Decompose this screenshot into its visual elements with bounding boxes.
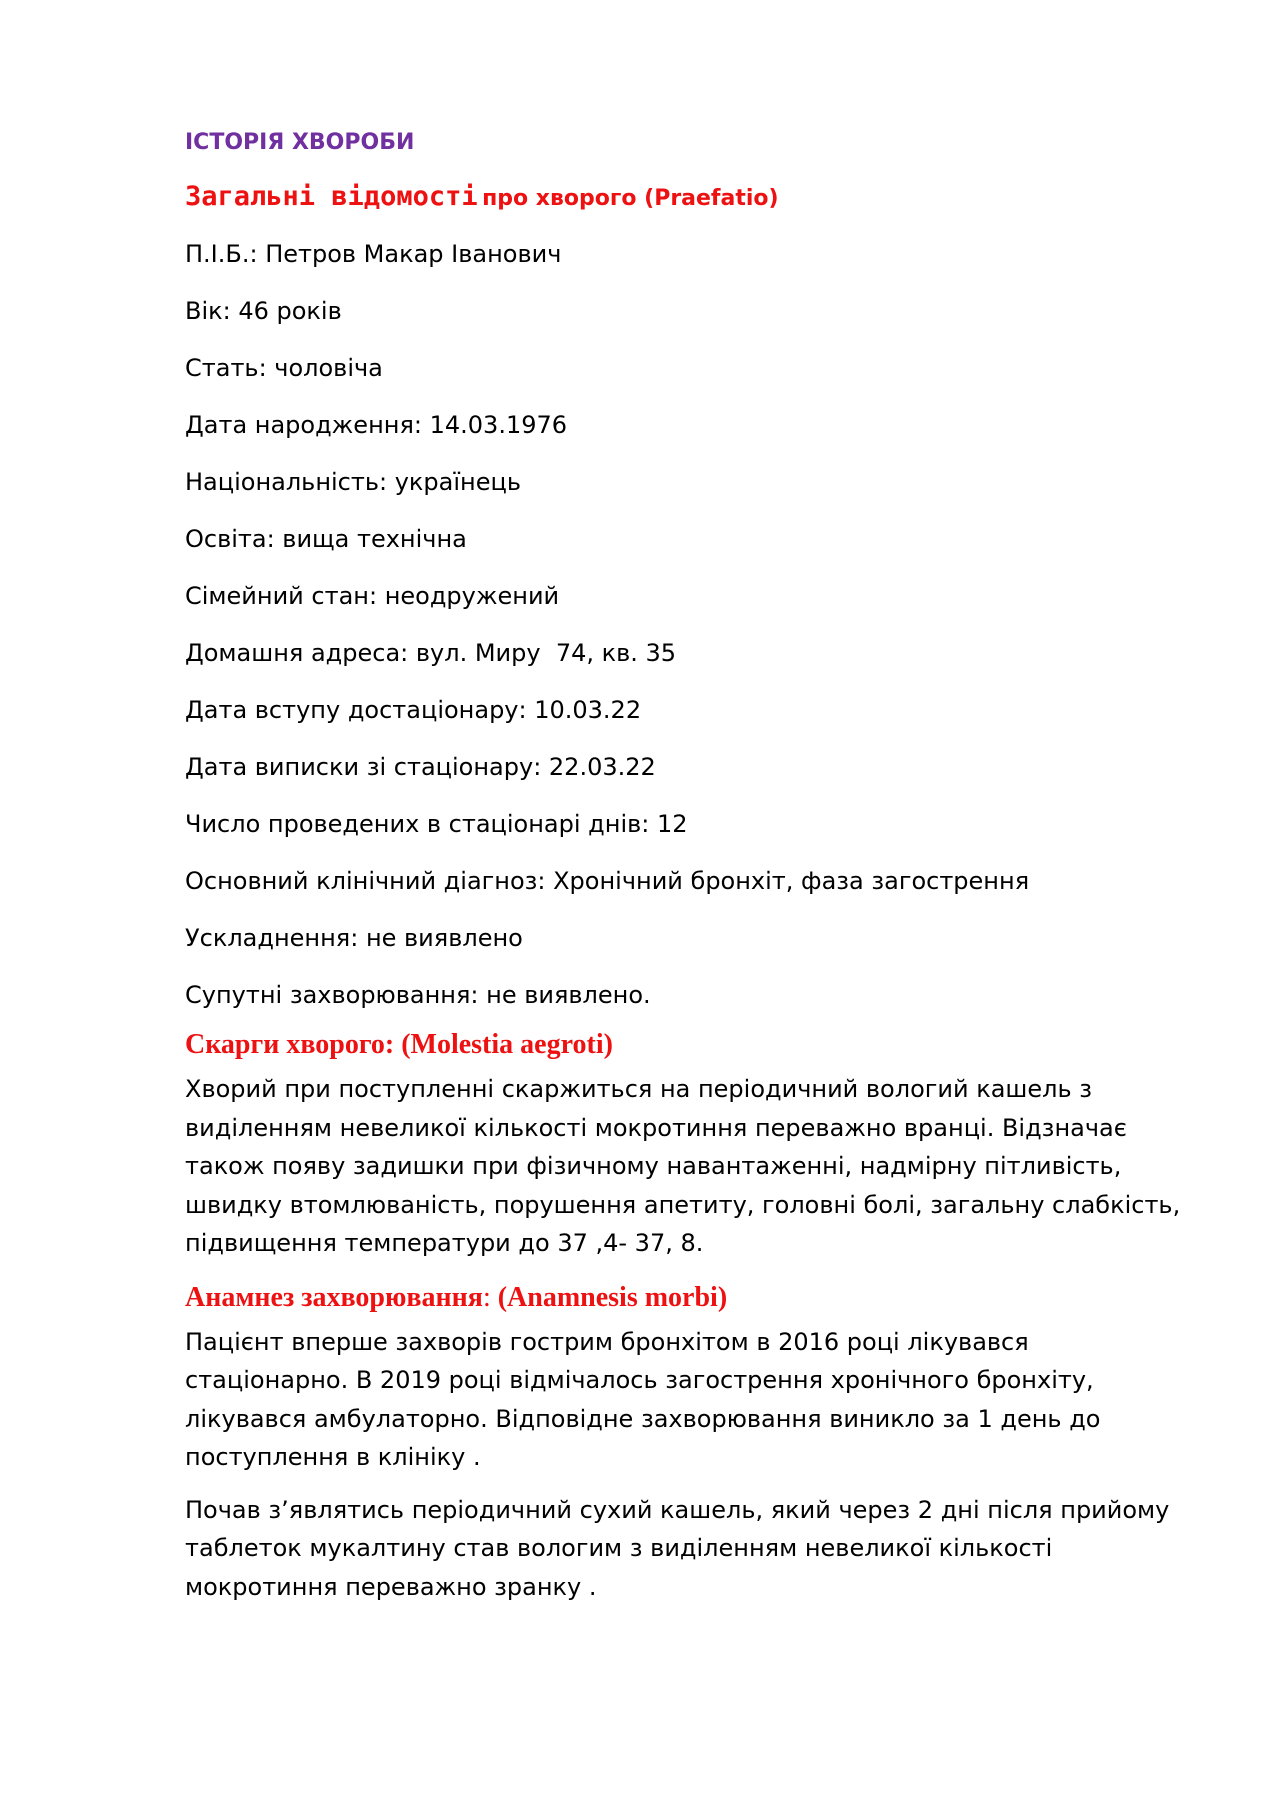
complaints-heading: Скарги хворого: (Molestia aegroti) [185, 1029, 613, 1060]
field-full-name: П.І.Б.: Петров Макар Іванович [185, 240, 562, 268]
complaints-text: Хворий при поступленні скаржиться на періодичний вологий кашель з виділенням невеликої кількості мокротиння переважно вранці. Відзначає також появу задишки при фізичному навантаженні, надмірну пітливість, швидку втомлюваність, порушення апетиту, головні болі, загальну слабкість, підвищення температури до 37 ,4- 37, 8. [185, 1075, 1181, 1257]
field-sex: Стать: чоловіча [185, 354, 383, 382]
field-home-address: Домашня адреса: вул. Миру 74, кв. 35 [185, 639, 677, 667]
anamnesis-heading [185, 1281, 1185, 1315]
field-complications: Ускладнення: не виявлено [185, 924, 523, 952]
general-info-heading-main: Загальні відомості [185, 181, 478, 212]
field-birth-date: Дата народження: 14.03.1976 [185, 411, 568, 439]
field-nationality: Національність: українець [185, 468, 521, 496]
anamnesis-heading-main: Анамнез захворювання [185, 1281, 483, 1313]
field-discharge-date: Дата виписки зі стаціонару: 22.03.22 [185, 753, 656, 781]
anamnesis-heading-latin: (Anamnesis morbi) [490, 1281, 728, 1313]
document-page [185, 128, 1185, 1620]
field-main-diagnosis: Основний клінічний діагноз: Хронічний бронхіт, фаза загострення [185, 867, 1030, 895]
general-info-heading [185, 179, 1185, 219]
anamnesis-heading-colon: : [482, 1281, 491, 1313]
field-admission-date: Дата вступу достаціонару: 10.03.22 [185, 696, 642, 724]
field-days-in-hospital: Число проведених в стаціонарі днів: 12 [185, 810, 688, 838]
field-education: Освіта: вища технічна [185, 525, 467, 553]
general-info-heading-sub: про хворого (Praefatio) [482, 186, 779, 211]
anamnesis-paragraph-1: Пацієнт вперше захворів гострим бронхітом в 2016 році лікувався стаціонарно. В 2019 році відмічалось загострення хронічного бронхіту, лікувався амбулаторно. Відповідне захворювання виникло за 1 день до поступлення в клініку . [185, 1327, 1101, 1471]
field-comorbidities: Супутні захворювання: не виявлено. [185, 981, 651, 1009]
field-age: Вік: 46 років [185, 297, 342, 325]
document-title: ІСТОРІЯ ХВОРОБИ [185, 130, 415, 155]
anamnesis-paragraph-2: Почав з’являтись періодичний сухий кашель, який через 2 дні після прийому таблеток мукалтину став вологим з виділенням невеликої кількості мокротиння переважно зранку . [185, 1495, 1170, 1601]
field-marital-status: Сімейний стан: неодружений [185, 582, 560, 610]
